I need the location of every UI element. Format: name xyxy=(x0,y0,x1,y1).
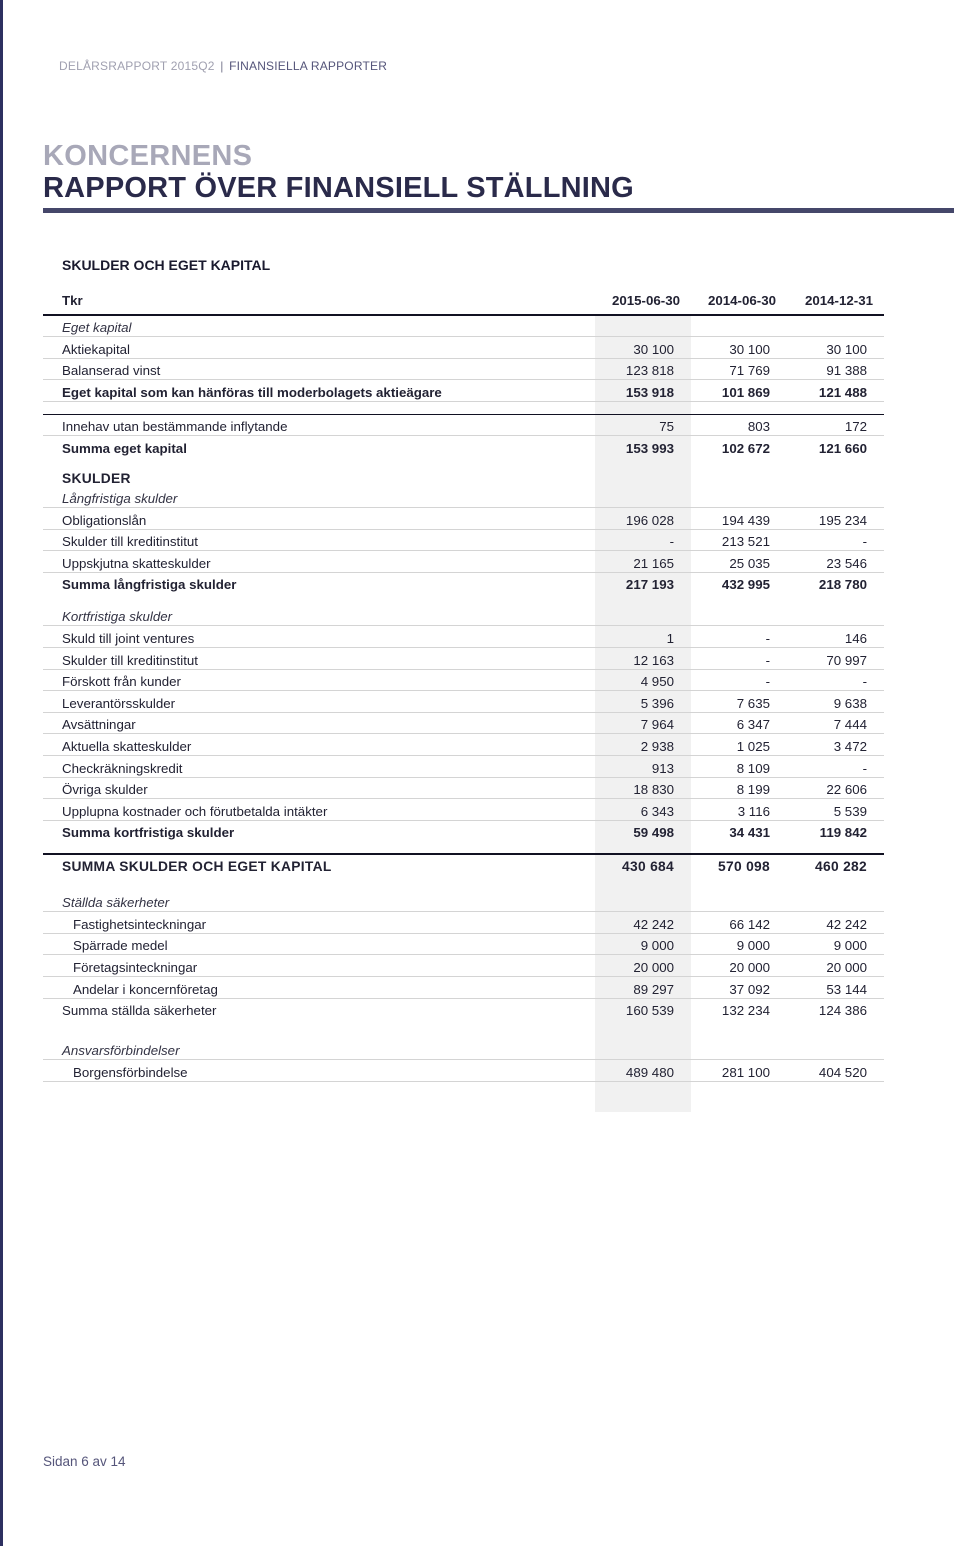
cell-value: 172 xyxy=(787,414,884,436)
row-label: Balanserad vinst xyxy=(43,358,595,380)
cell-value: 59 498 xyxy=(595,820,691,841)
cell-value: 153 993 xyxy=(595,436,691,457)
cell-value: 1 xyxy=(595,626,691,648)
group-row-kortfristiga xyxy=(43,605,884,626)
row-label: Summa kortfristiga skulder xyxy=(43,820,595,841)
row-label: Spärrade medel xyxy=(43,933,595,955)
spacer-row xyxy=(43,401,884,414)
row-label: Andelar i koncernföretag xyxy=(43,977,595,999)
row-label: Fastighetsinteckningar xyxy=(43,912,595,934)
cell-value: 489 480 xyxy=(595,1060,691,1082)
cell-value: - xyxy=(691,669,787,691)
cell-value: - xyxy=(595,529,691,551)
cell-value: 146 xyxy=(787,626,884,648)
cell-value: 9 000 xyxy=(691,933,787,955)
cell-value: 9 638 xyxy=(787,691,884,713)
cell-value: - xyxy=(691,647,787,669)
row-label: Företagsinteckningar xyxy=(43,955,595,977)
cell-value: 3 472 xyxy=(787,734,884,756)
page-title-line1: KONCERNENS xyxy=(43,140,253,172)
cell-value: 121 488 xyxy=(787,380,884,402)
row-label: Aktuella skatteskulder xyxy=(43,734,595,756)
cell-value: 18 830 xyxy=(595,777,691,799)
cell-value: 213 521 xyxy=(691,529,787,551)
group-label: Långfristiga skulder xyxy=(43,487,595,508)
group-label: Eget kapital xyxy=(43,315,595,337)
row-label: Summa eget kapital xyxy=(43,436,595,457)
grand-total-row xyxy=(43,854,884,879)
row-label: Aktiekapital xyxy=(43,337,595,359)
cell-value: 132 234 xyxy=(691,998,787,1019)
row-label: Avsättningar xyxy=(43,712,595,734)
page-title-line2: RAPPORT ÖVER FINANSIELL STÄLLNING xyxy=(43,172,634,204)
cell-value: 91 388 xyxy=(787,358,884,380)
cell-value: 404 520 xyxy=(787,1060,884,1082)
cell-value: 12 163 xyxy=(595,647,691,669)
cell-value: 7 635 xyxy=(691,691,787,713)
cell-value: 23 546 xyxy=(787,551,884,573)
table-row xyxy=(43,755,884,777)
spacer-row xyxy=(43,841,884,854)
cell-value: 195 234 xyxy=(787,507,884,529)
table-row xyxy=(43,507,884,529)
cell-value: 66 142 xyxy=(691,912,787,934)
cell-value: 42 242 xyxy=(595,912,691,934)
cell-value: 30 100 xyxy=(595,337,691,359)
cell-value: 217 193 xyxy=(625,577,674,593)
group-row-langfristiga xyxy=(43,487,884,508)
table-header-row xyxy=(43,288,884,315)
total-row xyxy=(43,572,884,593)
cell-value: 196 028 xyxy=(595,507,691,529)
left-margin-rule xyxy=(0,0,3,1546)
spacer-row xyxy=(43,593,884,605)
cell-value: 7 444 xyxy=(787,712,884,734)
group-label: Ansvarsförbindelser xyxy=(43,1039,595,1060)
cell-value: 432 995 xyxy=(721,577,770,593)
total-row xyxy=(43,820,884,841)
table-row xyxy=(43,691,884,713)
cell-value: - xyxy=(787,755,884,777)
cell-value: 153 918 xyxy=(595,380,691,402)
cell-value: 281 100 xyxy=(691,1060,787,1082)
row-label: Skulder till kreditinstitut xyxy=(43,647,595,669)
cell-value: 37 092 xyxy=(691,977,787,999)
skulder-heading-row xyxy=(43,457,884,487)
cell-value: 124 386 xyxy=(787,998,884,1019)
cell-value: 3 116 xyxy=(691,799,787,821)
cell-value: - xyxy=(691,626,787,648)
cell-value: 34 431 xyxy=(691,820,787,841)
cell-value: 8 199 xyxy=(691,777,787,799)
report-name: DELÅRSRAPPORT 2015Q2 xyxy=(59,59,215,73)
table-row xyxy=(43,414,884,436)
cell-value: - xyxy=(787,529,884,551)
balance-sheet-table xyxy=(43,288,884,1082)
row-label: Borgensförbindelse xyxy=(43,1060,595,1082)
subsection-heading: SKULDER xyxy=(62,470,131,486)
cell-value: 9 000 xyxy=(787,933,884,955)
group-label: Ställda säkerheter xyxy=(43,891,595,912)
running-header xyxy=(59,59,387,73)
cell-value: 4 950 xyxy=(595,669,691,691)
spacer-row xyxy=(43,879,884,891)
table-row xyxy=(43,712,884,734)
cell-value: 6 347 xyxy=(691,712,787,734)
balance-sheet-table-wrapper xyxy=(43,288,884,1082)
cell-value: 20 000 xyxy=(691,955,787,977)
cell-value: 123 818 xyxy=(595,358,691,380)
table-row xyxy=(43,358,884,380)
section-heading: SKULDER OCH EGET KAPITAL xyxy=(62,257,271,273)
cell-value: 430 684 xyxy=(595,854,691,879)
cell-value: 6 343 xyxy=(595,799,691,821)
table-row xyxy=(43,977,884,999)
row-label: Summa ställda säkerheter xyxy=(43,998,595,1019)
page-number: Sidan 6 av 14 xyxy=(43,1454,126,1469)
cell-value: 803 xyxy=(691,414,787,436)
cell-value: 102 672 xyxy=(691,436,787,457)
cell-value: 42 242 xyxy=(787,912,884,934)
row-label: Upplupna kostnader och förutbetalda intäkter xyxy=(43,799,595,821)
cell-value: 25 035 xyxy=(691,551,787,573)
cell-value: 8 109 xyxy=(691,755,787,777)
group-label: Kortfristiga skulder xyxy=(43,605,595,626)
cell-value: 30 100 xyxy=(691,337,787,359)
table-row xyxy=(43,912,884,934)
cell-value: 21 165 xyxy=(595,551,691,573)
group-row-eget-kapital xyxy=(43,315,884,337)
cell-value: 70 997 xyxy=(787,647,884,669)
section-name: FINANSIELLA RAPPORTER xyxy=(229,59,388,73)
total-row xyxy=(43,998,884,1019)
cell-value: 30 100 xyxy=(787,337,884,359)
cell-value: 20 000 xyxy=(595,955,691,977)
group-row-stallda xyxy=(43,891,884,912)
row-label: Övriga skulder xyxy=(43,777,595,799)
cell-value: 22 606 xyxy=(787,777,884,799)
cell-value: 2 938 xyxy=(595,734,691,756)
row-label: Eget kapital som kan hänföras till moderbolagets aktieägare xyxy=(43,380,595,402)
table-row xyxy=(43,1060,884,1082)
column-header: 2014-06-30 xyxy=(691,288,787,315)
cell-value: 75 xyxy=(595,414,691,436)
table-row xyxy=(43,933,884,955)
cell-value: 1 025 xyxy=(691,734,787,756)
cell-value: 218 780 xyxy=(818,577,867,593)
cell-value: 5 396 xyxy=(595,691,691,713)
unit-label: Tkr xyxy=(43,288,595,315)
row-label: Obligationslån xyxy=(43,507,595,529)
table-row xyxy=(43,669,884,691)
row-label: Innehav utan bestämmande inflytande xyxy=(43,414,595,436)
cell-value: 5 539 xyxy=(787,799,884,821)
row-label: Förskott från kunder xyxy=(43,669,595,691)
total-row xyxy=(43,436,884,457)
cell-value: 101 869 xyxy=(691,380,787,402)
cell-value: 9 000 xyxy=(595,933,691,955)
group-row-ansvar xyxy=(43,1039,884,1060)
title-underline xyxy=(43,208,954,213)
cell-value: 71 769 xyxy=(691,358,787,380)
table-row xyxy=(43,734,884,756)
cell-value: 160 539 xyxy=(595,998,691,1019)
table-row xyxy=(43,777,884,799)
cell-value: 119 842 xyxy=(787,820,884,841)
column-header: 2015-06-30 xyxy=(595,288,691,315)
table-row xyxy=(43,955,884,977)
row-label: Skulder till kreditinstitut xyxy=(43,529,595,551)
row-label: Checkräkningskredit xyxy=(43,755,595,777)
table-row xyxy=(43,799,884,821)
spacer-row xyxy=(43,1019,884,1039)
row-label: Leverantörsskulder xyxy=(43,691,595,713)
cell-value: - xyxy=(787,669,884,691)
cell-value: 7 964 xyxy=(595,712,691,734)
table-row xyxy=(43,337,884,359)
table-row xyxy=(43,551,884,573)
cell-value: 460 282 xyxy=(787,854,884,879)
table-row xyxy=(43,529,884,551)
cell-value: 53 144 xyxy=(787,977,884,999)
cell-value: 194 439 xyxy=(691,507,787,529)
table-row xyxy=(43,647,884,669)
cell-value: 121 660 xyxy=(787,436,884,457)
column-header: 2014-12-31 xyxy=(787,288,884,315)
row-label: SUMMA SKULDER OCH EGET KAPITAL xyxy=(43,854,595,879)
row-label: Uppskjutna skatteskulder xyxy=(43,551,595,573)
cell-value: 570 098 xyxy=(691,854,787,879)
cell-value: 20 000 xyxy=(787,955,884,977)
row-label: Summa långfristiga skulder xyxy=(62,577,237,593)
subtotal-row xyxy=(43,380,884,402)
cell-value: 89 297 xyxy=(595,977,691,999)
row-label: Skuld till joint ventures xyxy=(43,626,595,648)
cell-value: 913 xyxy=(595,755,691,777)
header-separator: | xyxy=(220,59,224,73)
table-row xyxy=(43,626,884,648)
